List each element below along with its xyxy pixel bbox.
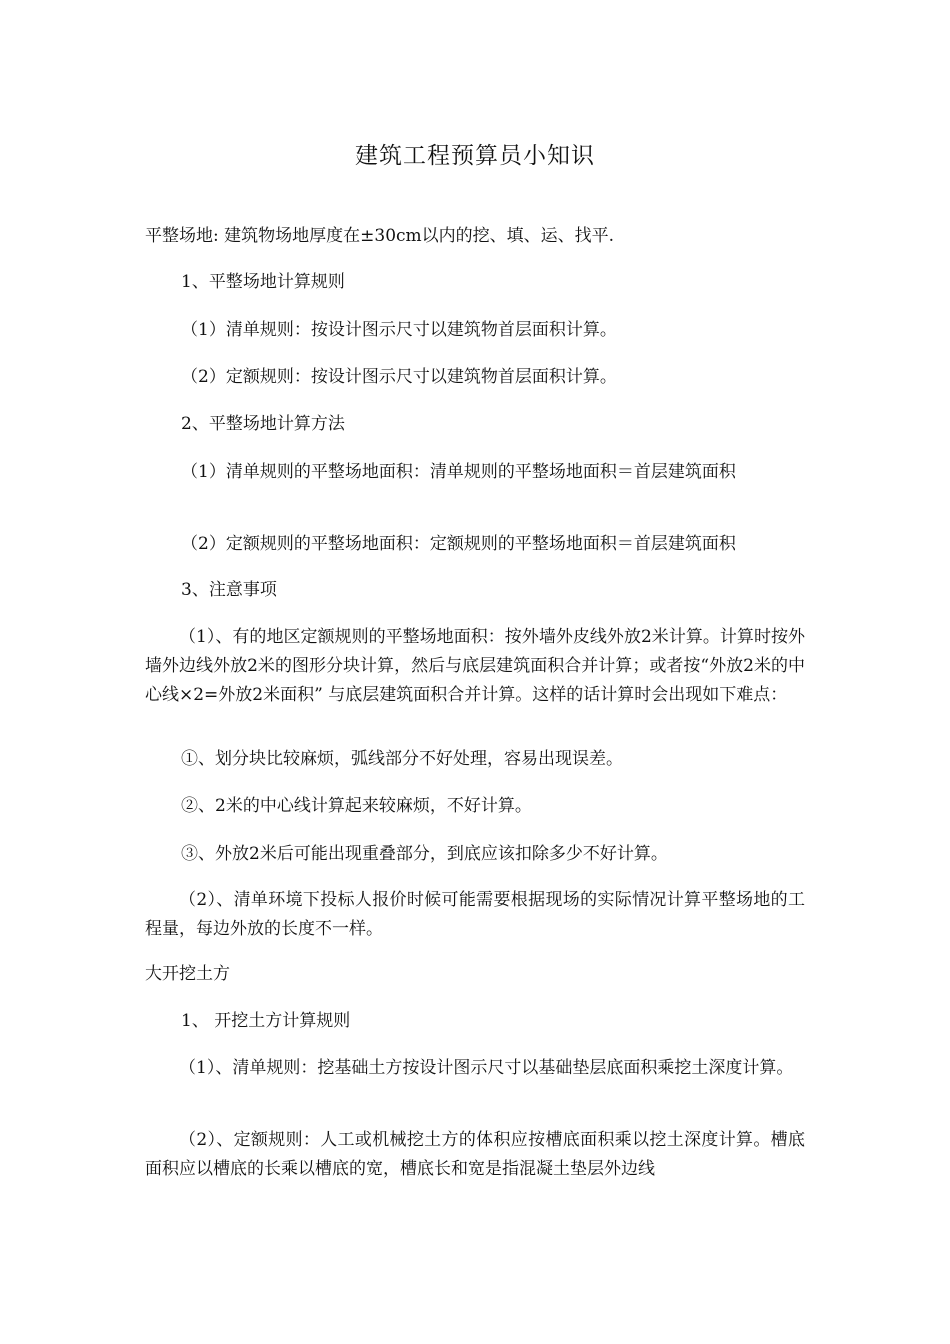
note-paragraph: （1）、有的地区定额规则的平整场地面积：按外墙外皮线外放2米计算。计算时按外墙外边线外放2米的图形分块计算，然后与底层建筑面积合并计算；或者按“外放2米的中心线×2=外放2米面积” 与底层建筑面积合并计算。这样的话计算时会出现如下难点： <box>145 627 805 705</box>
note-paragraph: （2）、清单环境下投标人报价时候可能需要根据现场的实际情况计算平整场地的工程量，每边外放的长度不一样。 <box>145 890 805 939</box>
difficulty-item: ①、划分块比较麻烦，弧线部分不好处理，容易出现误差。 <box>181 749 623 769</box>
section-heading-excavation: 大开挖土方 <box>145 964 230 984</box>
rule-item: （1）清单规则：按设计图示尺寸以建筑物首层面积计算。 <box>181 320 617 340</box>
rules-heading: 1、 开挖土方计算规则 <box>181 1011 351 1031</box>
rule-paragraph: （1）、清单规则：挖基础土方按设计图示尺寸以基础垫层底面积乘挖土深度计算。 <box>179 1058 794 1078</box>
difficulty-item: ③、外放2米后可能出现重叠部分，到底应该扣除多少不好计算。 <box>181 844 668 864</box>
method-item: （2）定额规则的平整场地面积：定额规则的平整场地面积＝首层建筑面积 <box>181 534 736 554</box>
rules-heading: 1、平整场地计算规则 <box>181 272 345 292</box>
rule-paragraph: （2）、定额规则：人工或机械挖土方的体积应按槽底面积乘以挖土深度计算。槽底面积应以槽底的长乘以槽底的宽，槽底长和宽是指混凝土垫层外边线 <box>145 1130 805 1179</box>
method-item: （1）清单规则的平整场地面积：清单规则的平整场地面积＝首层建筑面积 <box>181 462 736 482</box>
difficulty-item: ②、2米的中心线计算起来较麻烦，不好计算。 <box>181 796 532 816</box>
section-heading-site-leveling: 平整场地: 建筑物场地厚度在±30cm以内的挖、填、运、找平. <box>145 226 615 246</box>
document-title: 建筑工程预算员小知识 <box>355 143 595 169</box>
method-heading: 2、平整场地计算方法 <box>181 414 345 434</box>
rule-item: （2）定额规则：按设计图示尺寸以建筑物首层面积计算。 <box>181 367 617 387</box>
notes-heading: 3、注意事项 <box>181 580 277 600</box>
